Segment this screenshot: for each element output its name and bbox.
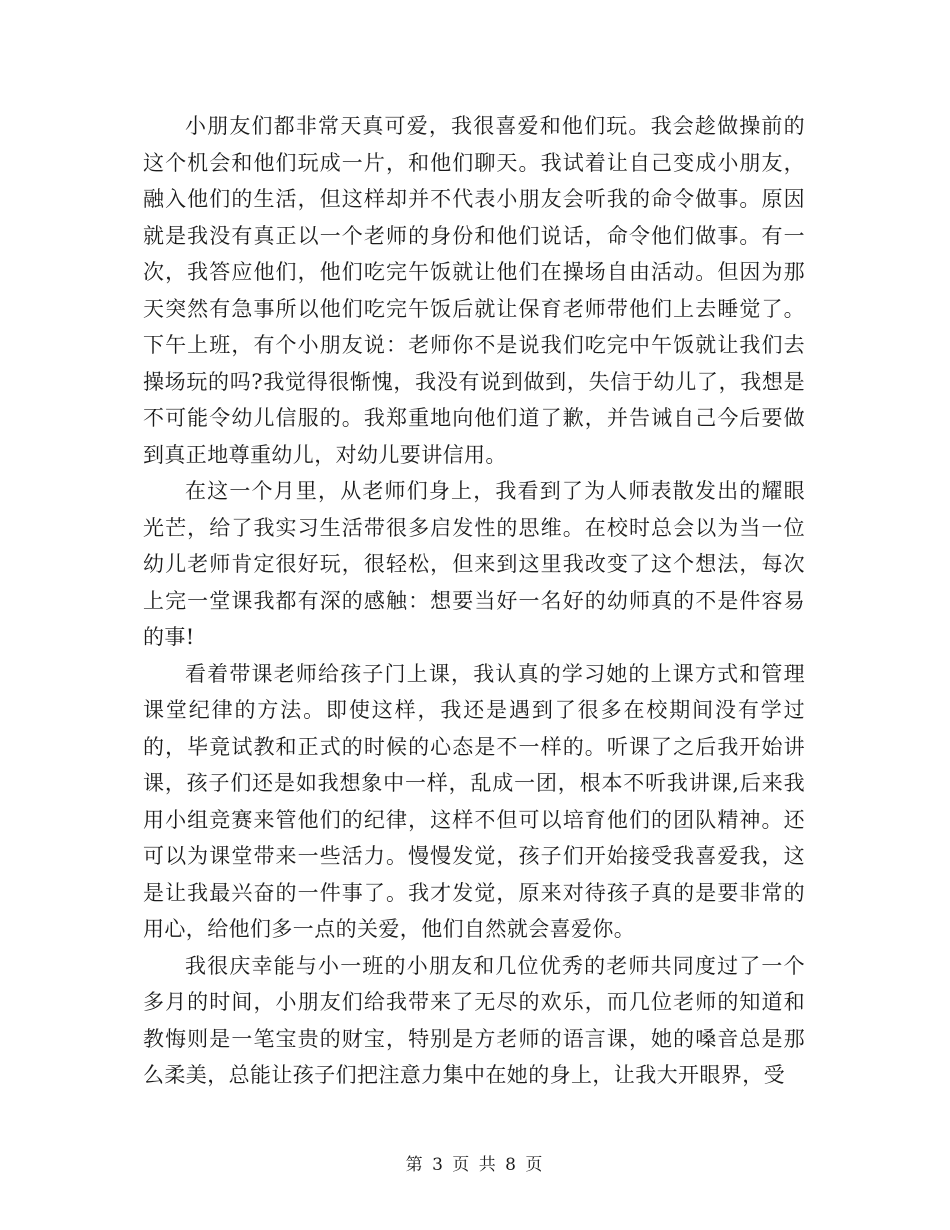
paragraph-1: 小朋友们都非常天真可爱，我很喜爱和他们玩。我会趁做操前的这个机会和他们玩成一片，和他们聊天。我试着让自己变成小朋友，融入他们的生活，但这样却并不代表小朋友会听我的命令做事。原因就是我没有真正以一个老师的身份和他们说话，命令他们做事。有一次，我答应他们，他们吃完午饭就让他们在操场自由活动。但因为那天突然有急事所以他们吃完午饭后就让保育老师带他们上去睡觉了。下午上班，有个小朋友说：老师你不是说我们吃完中午饭就让我们去操场玩的吗?我觉得很惭愧，我没有说到做到，失信于幼儿了，我想是不可能令幼儿信服的。我郑重地向他们道了歉，并告诫自己今后要做到真正地尊重幼儿，对幼儿要讲信用。 [143,114,805,467]
paragraph-3: 看着带课老师给孩子门上课，我认真的学习她的上课方式和管理课堂纪律的方法。即使这样，我还是遇到了很多在校期间没有学过的，毕竟试教和正式的时候的心态是不一样的。听课了之后我开始讲课，孩子们还是如我想象中一样，乱成一团，根本不听我讲课,后来我用小组竞赛来管他们的纪律，这样不但可以培育他们的团队精神。还可以为课堂带来一些活力。慢慢发觉，孩子们开始接受我喜爱我，这是让我最兴奋的一件事了。我才发觉，原来对待孩子真的是要非常的用心，给他们多一点的关爱，他们自然就会喜爱你。 [143,661,805,941]
paragraph-4: 我很庆幸能与小一班的小朋友和几位优秀的老师共同度过了一个多月的时间，小朋友们给我带来了无尽的欢乐，而几位老师的知道和教悔则是一笔宝贵的财宝，特别是方老师的语言课，她的嗓音总是那么柔美，总能让孩子们把注意力集中在她的身上，让我大开眼界，受 [143,953,805,1087]
body-text [143,108,805,1094]
paragraph-2: 在这一个月里，从老师们身上，我看到了为人师表散发出的耀眼光芒，给了我实习生活带很多启发性的思维。在校时总会以为当一位幼儿老师肯定很好玩，很轻松，但来到这里我改变了这个想法，每次上完一堂课我都有深的感触：想要当好一名好的幼师真的不是件容易的事! [143,479,805,649]
page-number-footer: 第 3 页 共 8 页 [405,1155,545,1175]
